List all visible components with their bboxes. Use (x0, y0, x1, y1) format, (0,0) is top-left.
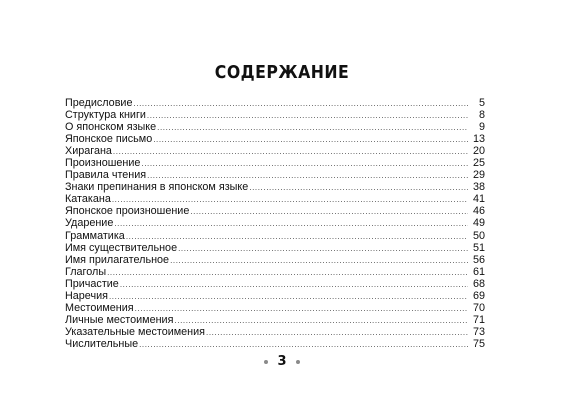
toc-entry (65, 290, 485, 302)
dot-leader (147, 110, 468, 122)
page-footer (0, 354, 564, 369)
toc-entry-page: 56 (472, 253, 485, 266)
toc-entry (65, 193, 485, 205)
toc-entry (65, 254, 485, 266)
toc-entry-label: Правила чтения (65, 169, 147, 182)
toc-entry (65, 217, 485, 229)
toc-entry (65, 157, 485, 169)
toc-entry (65, 109, 485, 121)
decorative-dot-icon (296, 360, 300, 364)
toc-entry-page: 5 (478, 97, 485, 109)
toc-entry-label: Японское письмо (65, 133, 153, 146)
toc-entry-label: Причастие (65, 277, 119, 290)
toc-entry-label: Хирагана (65, 145, 112, 158)
toc-entry-label: Указательные местоимения (65, 325, 206, 338)
toc-entry (65, 181, 485, 193)
dot-leader (113, 146, 468, 158)
dot-leader (120, 279, 468, 291)
dot-leader (126, 231, 468, 243)
toc-entry-label: Структура книги (65, 109, 146, 122)
dot-leader (206, 327, 468, 339)
dot-leader (141, 158, 468, 170)
toc-entry-page: 50 (472, 229, 485, 242)
toc-entry-page: 73 (472, 325, 485, 338)
toc-entry-label: Имя прилагательное (65, 253, 170, 266)
page-number: 3 (277, 354, 287, 369)
toc-entry (65, 302, 485, 314)
toc-entry-label: Наречия (65, 289, 108, 302)
toc-entry-page: 38 (472, 181, 485, 194)
toc-entry-page: 25 (472, 157, 485, 170)
toc-entry-page: 75 (472, 337, 485, 350)
toc-entry (65, 338, 485, 350)
dot-leader (153, 134, 468, 146)
toc-entry (65, 278, 485, 290)
toc-entry-label: Местоимения (65, 301, 134, 314)
toc-entry (65, 145, 485, 157)
dot-leader (139, 339, 468, 351)
toc-entry (65, 205, 485, 217)
toc-entry (65, 169, 485, 181)
toc-entry-page: 41 (472, 193, 485, 206)
toc-entry-label: Личные местоимения (65, 313, 174, 326)
dot-leader (174, 315, 468, 327)
toc-entry (65, 121, 485, 133)
page-title: СОДЕРЖАНИЕ (214, 63, 350, 83)
toc-entry-page: 9 (478, 121, 485, 134)
dot-leader (249, 182, 468, 194)
toc-entry-label: Знаки препинания в японском языке (65, 181, 249, 194)
toc-entry-page: 49 (472, 217, 485, 230)
toc-entry-page: 29 (472, 169, 485, 182)
dot-leader (109, 291, 468, 303)
toc-entry-page: 13 (472, 133, 485, 146)
toc-entry-page: 51 (472, 241, 485, 254)
toc-entry-label: О японском языке (65, 121, 157, 134)
table-of-contents (65, 97, 485, 350)
toc-entry-page: 68 (472, 277, 485, 290)
toc-entry-label: Произношение (65, 157, 141, 170)
toc-entry-label: Глаголы (65, 265, 107, 278)
toc-entry-label: Грамматика (65, 229, 125, 242)
toc-entry-page: 70 (472, 301, 485, 314)
dot-leader (178, 243, 468, 255)
toc-entry (65, 230, 485, 242)
toc-entry (65, 266, 485, 278)
dot-leader (190, 206, 468, 218)
toc-entry-page: 8 (478, 109, 485, 122)
toc-entry-label: Предисловие (65, 97, 133, 109)
dot-leader (170, 255, 468, 267)
dot-leader (114, 218, 468, 230)
dot-leader (107, 267, 468, 279)
toc-entry-label: Имя существительное (65, 241, 178, 254)
toc-entry-label: Числительные (65, 337, 139, 350)
toc-entry-page: 71 (472, 313, 485, 326)
toc-entry (65, 326, 485, 338)
toc-entry-label: Японское произношение (65, 205, 190, 218)
toc-entry-page: 69 (472, 289, 485, 302)
toc-entry-page: 61 (472, 265, 485, 278)
toc-entry (65, 97, 485, 109)
toc-entry (65, 314, 485, 326)
toc-entry-page: 20 (472, 145, 485, 158)
dot-leader (133, 98, 468, 110)
toc-entry (65, 133, 485, 145)
dot-leader (157, 122, 468, 134)
decorative-dot-icon (264, 360, 268, 364)
toc-entry-label: Катакана (65, 193, 111, 206)
toc-entry-label: Ударение (65, 217, 114, 230)
toc-entry (65, 242, 485, 254)
dot-leader (135, 303, 468, 315)
toc-entry-page: 46 (472, 205, 485, 218)
